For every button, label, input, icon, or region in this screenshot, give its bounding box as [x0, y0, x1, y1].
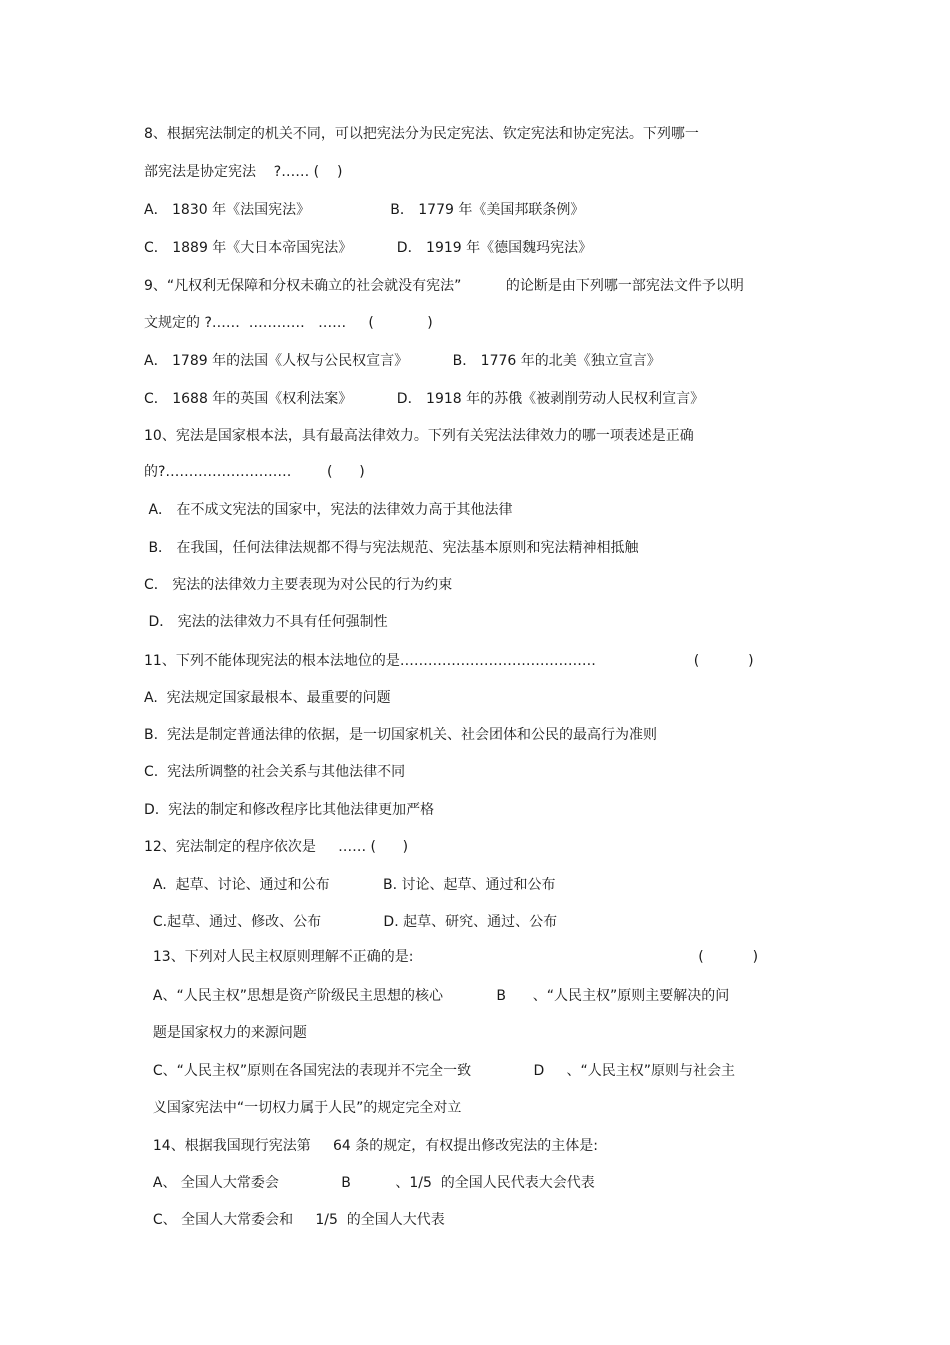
question-11-stem: 11、下列不能体现宪法的根本法地位的是…………………………………… ( )	[144, 653, 754, 669]
question-11-option-b: B. 宪法是制定普通法律的依据，是一切国家机关、社会团体和公民的最高行为准则	[144, 727, 657, 743]
question-12-stem: 12、宪法制定的程序依次是 …… ( )	[144, 839, 409, 855]
question-10-option-b: B． 在我国，任何法律法规都不得与宪法规范、宪法基本原则和宪法精神相抵触	[144, 540, 639, 556]
question-10-option-a: A． 在不成文宪法的国家中，宪法的法律效力高于其他法律	[144, 502, 513, 518]
question-11-option-c: C. 宪法所调整的社会关系与其他法律不同	[144, 764, 406, 780]
question-13-options-cd: C、“人民主权”原则在各国宪法的表现并不完全一致 D 、“人民主权”原则与社会主	[144, 1063, 736, 1079]
question-12-options-cd: C.起草、通过、修改、公布 D. 起草、研究、通过、公布	[144, 914, 558, 930]
question-14-option-c: C、 全国人大常委会和 1/5 的全国人大代表	[144, 1212, 445, 1228]
question-8-options-ab: A． 1830 年《法国宪法》 B． 1779 年《美国邦联条例》	[144, 202, 585, 218]
question-14-stem: 14、根据我国现行宪法第 64 条的规定，有权提出修改宪法的主体是:	[144, 1138, 598, 1154]
question-10-stem-cont: 的?……………………… ( )	[144, 464, 365, 480]
question-10-option-d: D． 宪法的法律效力不具有任何强制性	[144, 614, 388, 630]
question-13-stem: 13、下列对人民主权原则理解不正确的是: ( )	[144, 949, 759, 965]
question-12-options-ab: A. 起草、讨论、通过和公布 B. 讨论、起草、通过和公布	[144, 877, 556, 893]
question-13-options-ab-cont: 题是国家权力的来源问题	[144, 1025, 307, 1041]
question-14-options-ab: A、 全国人大常委会 B 、1/5 的全国人民代表大会代表	[144, 1175, 595, 1191]
question-8-options-cd: C． 1889 年《大日本帝国宪法》 D． 1919 年《德国魏玛宪法》	[144, 240, 593, 256]
question-10-stem: 10、宪法是国家根本法，具有最高法律效力。下列有关宪法法律效力的哪一项表述是正确	[144, 428, 694, 444]
question-9-options-cd: C． 1688 年的英国《权利法案》 D． 1918 年的苏俄《被剥削劳动人民权利宣言》	[144, 391, 705, 407]
question-11-option-d: D. 宪法的制定和修改程序比其他法律更加严格	[144, 802, 435, 818]
question-8-stem: 8、根据宪法制定的机关不同，可以把宪法分为民定宪法、钦定宪法和协定宪法。下列哪一	[144, 126, 699, 142]
question-11-option-a: A. 宪法规定国家最根本、最重要的问题	[144, 690, 391, 706]
question-13-options-ab: A、“人民主权”思想是资产阶级民主思想的核心 B 、“人民主权”原则主要解决的问	[144, 988, 730, 1004]
question-9-stem-cont: 文规定的 ?…… ………… …… ( )	[144, 315, 433, 331]
question-8-stem-cont: 部宪法是协定宪法 ?…… ( )	[144, 164, 343, 180]
question-13-options-cd-cont: 义国家宪法中“一切权力属于人民”的规定完全对立	[144, 1100, 462, 1116]
question-9-options-ab: A． 1789 年的法国《人权与公民权宣言》 B． 1776 年的北美《独立宣言》	[144, 353, 661, 369]
question-9-stem: 9、“凡权利无保障和分权未确立的社会就没有宪法” 的论断是由下列哪一部宪法文件予以明	[144, 278, 744, 294]
question-10-option-c: C． 宪法的法律效力主要表现为对公民的行为约束	[144, 577, 453, 593]
